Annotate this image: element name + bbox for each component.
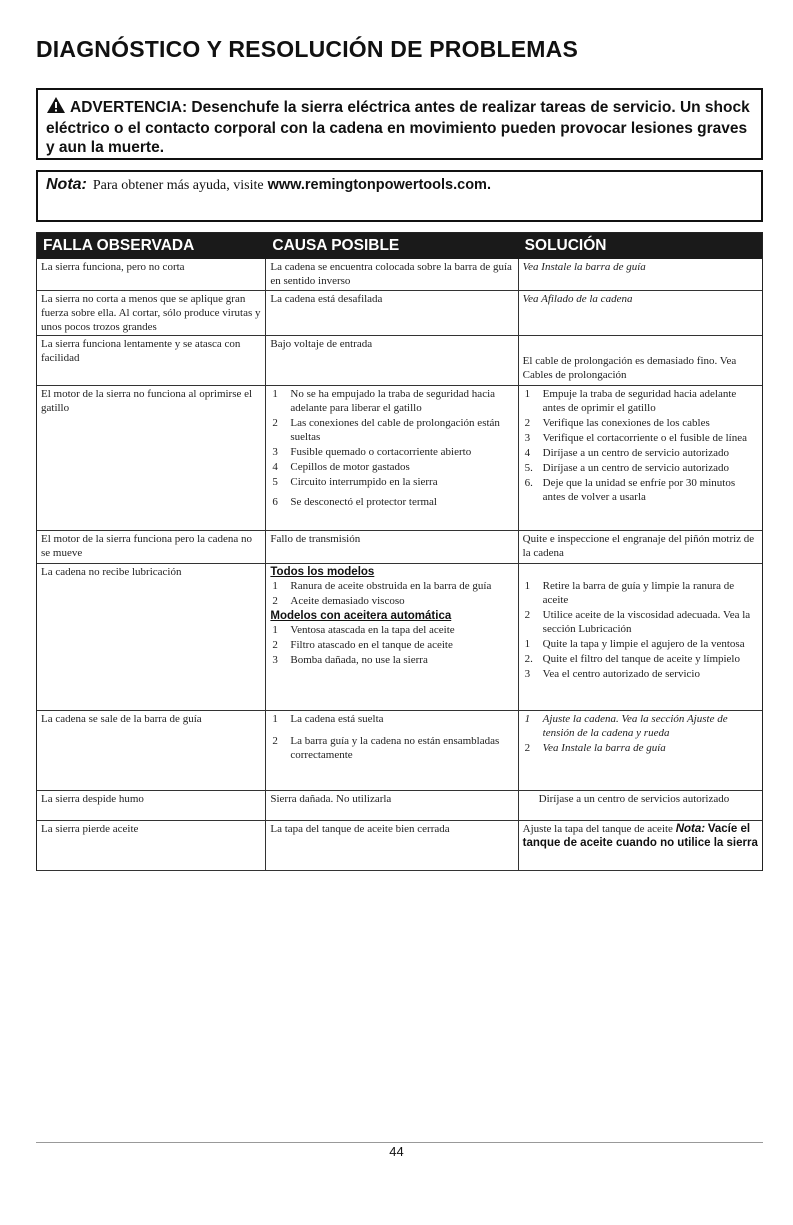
list-item: 2 Filtro atascado en el tanque de aceite: [272, 639, 453, 651]
list-item: 1 No se ha empujado la traba de seguridad hacia adelante para liberar el gatillo: [272, 388, 496, 414]
troubleshooting-table: [36, 232, 763, 871]
falla-cell: La sierra no corta a menos que se aplique gran fuerza sobre ella. Al cortar, sólo produce virutas y unos pocos trozos grandes: [37, 291, 266, 335]
causa-cell: Fallo de transmisión: [266, 531, 518, 563]
table-row: [37, 564, 762, 711]
table-row: [37, 791, 762, 821]
falla-cell: La sierra funciona lentamente y se atasca con facilidad: [37, 336, 266, 385]
page-title: DIAGNÓSTICO Y RESOLUCIÓN DE PROBLEMAS: [36, 36, 578, 62]
falla-cell: La sierra funciona, pero no corta: [37, 259, 266, 290]
note-text: Para obtener más ayuda, visite: [92, 178, 264, 193]
list-item: 3 Fusible quemado o cortacorriente abierto: [272, 446, 472, 458]
list-item: 2. Quite el filtro del tanque de aceite y límpielo: [524, 653, 740, 665]
table-row: [37, 291, 762, 336]
list-item: 6 Se desconectó el protector termal: [272, 496, 437, 508]
list-item: 2 La barra guía y la cadena no están ensambladas correctamente: [272, 735, 500, 761]
solucion-cell: [519, 386, 762, 530]
subheading-todos: Todos los modelos: [270, 566, 375, 578]
list-item: 4 Cepillos de motor gastados: [272, 461, 410, 473]
list-item: 2 Verifique las conexiones de los cables: [524, 417, 710, 429]
note-label: Nota:: [46, 176, 87, 193]
causa-cell: Sierra dañada. No utilizarla: [266, 791, 518, 820]
table-row: [37, 711, 762, 791]
solucion-cell: Vea Instale la barra de guía: [522, 261, 646, 273]
list-item: 1 Empuje la traba de seguridad hacia adelante antes de oprimir el gatillo: [524, 388, 737, 414]
header-causa: CAUSA POSIBLE: [272, 237, 400, 254]
list-item: 1 Quite la tapa y limpie el agujero de la ventosa: [524, 638, 745, 650]
table-row: [37, 259, 762, 291]
falla-cell: El motor de la sierra no funciona al oprimirse el gatillo: [37, 386, 266, 530]
causa-cell: [266, 564, 518, 710]
solucion-cell: [519, 564, 762, 710]
nota-text: Vacíe el tanque de aceite cuando no utilice la sierra: [522, 823, 758, 849]
falla-cell: La cadena se sale de la barra de guía: [37, 711, 266, 790]
causa-cell: [266, 386, 518, 530]
falla-cell: La sierra despide humo: [37, 791, 266, 820]
list-item: 2 Las conexiones del cable de prolongación están sueltas: [272, 417, 500, 443]
list-item: 1 Ranura de aceite obstruida en la barra de guía: [272, 580, 492, 592]
solucion-text: Ajuste la tapa del tanque de aceite: [522, 823, 673, 835]
solucion-cell: El cable de prolongación es demasiado fino. Vea Cables de prolongación: [522, 355, 737, 381]
table-row: [37, 821, 762, 871]
solucion-cell: [519, 821, 762, 870]
list-item: 3 Verifique el cortacorriente o el fusible de línea: [524, 432, 747, 444]
solucion-cell: Vea Afilado de la cadena: [522, 293, 633, 305]
falla-cell: La sierra pierde aceite: [37, 821, 266, 870]
header-falla: FALLA OBSERVADA: [43, 237, 195, 254]
note-box: [36, 170, 763, 222]
list-item: 2 Vea Instale la barra de guía: [524, 742, 666, 754]
solucion-cell: [519, 711, 762, 790]
falla-cell: La cadena no recibe lubricación: [37, 564, 266, 710]
warning-text: ADVERTENCIA: Desenchufe la sierra eléctrica antes de realizar tareas de servicio. Un shock eléctrico o el contacto corporal con la cadena en movimiento pueden provocar lesiones graves y aun la muerte.: [46, 99, 750, 156]
list-item: 2 Utilice aceite de la viscosidad adecuada. Vea la sección Lubricación: [524, 609, 751, 635]
subheading-automatica: Modelos con aceitera automática: [270, 610, 452, 622]
list-item: 4 Diríjase a un centro de servicio autorizado: [524, 447, 729, 459]
table-row: [37, 531, 762, 564]
header-solucion: SOLUCIÓN: [524, 237, 607, 254]
solucion-cell: Quite e inspeccione el engranaje del piñón motriz de la cadena: [522, 533, 755, 559]
table-row: [37, 386, 762, 531]
list-item: 1 Retire la barra de guía y limpie la ranura de aceite: [524, 580, 735, 606]
causa-cell: [266, 711, 518, 790]
solucion-cell: Diríjase a un centro de servicios autorizado: [538, 793, 730, 805]
causa-cell: La cadena se encuentra colocada sobre la barra de guía en sentido inverso: [266, 259, 518, 290]
list-item: 1 Ajuste la cadena. Vea la sección Ajuste de tensión de la cadena y rueda: [524, 713, 728, 739]
list-item: 6. Deje que la unidad se enfríe por 30 minutos antes de volver a usarla: [524, 477, 736, 503]
list-item: 1 Ventosa atascada en la tapa del aceite: [272, 624, 455, 636]
list-item: 2 Aceite demasiado viscoso: [272, 595, 405, 607]
warning-box: [36, 88, 763, 160]
footer-divider: [36, 1142, 763, 1143]
list-item: 3 Vea el centro autorizado de servicio: [524, 668, 700, 680]
list-item: 5 Circuito interrumpido en la sierra: [272, 476, 438, 488]
causa-cell: Bajo voltaje de entrada: [266, 336, 518, 385]
nota-label: Nota:: [675, 823, 706, 835]
causa-cell: La tapa del tanque de aceite bien cerrada: [266, 821, 518, 870]
table-header: [37, 233, 762, 259]
list-item: 5. Diríjase a un centro de servicio autorizado: [524, 462, 729, 474]
website-link[interactable]: www.remingtonpowertools.com.: [267, 177, 491, 193]
causa-cell: La cadena está desafilada: [266, 291, 518, 335]
list-item: 1 La cadena está suelta: [272, 713, 384, 725]
warning-triangle-icon: [46, 96, 66, 119]
falla-cell: El motor de la sierra funciona pero la cadena no se mueve: [37, 531, 266, 563]
page-number: 44: [389, 1144, 404, 1159]
list-item: 3 Bomba dañada, no use la sierra: [272, 654, 428, 666]
table-row: [37, 336, 762, 386]
